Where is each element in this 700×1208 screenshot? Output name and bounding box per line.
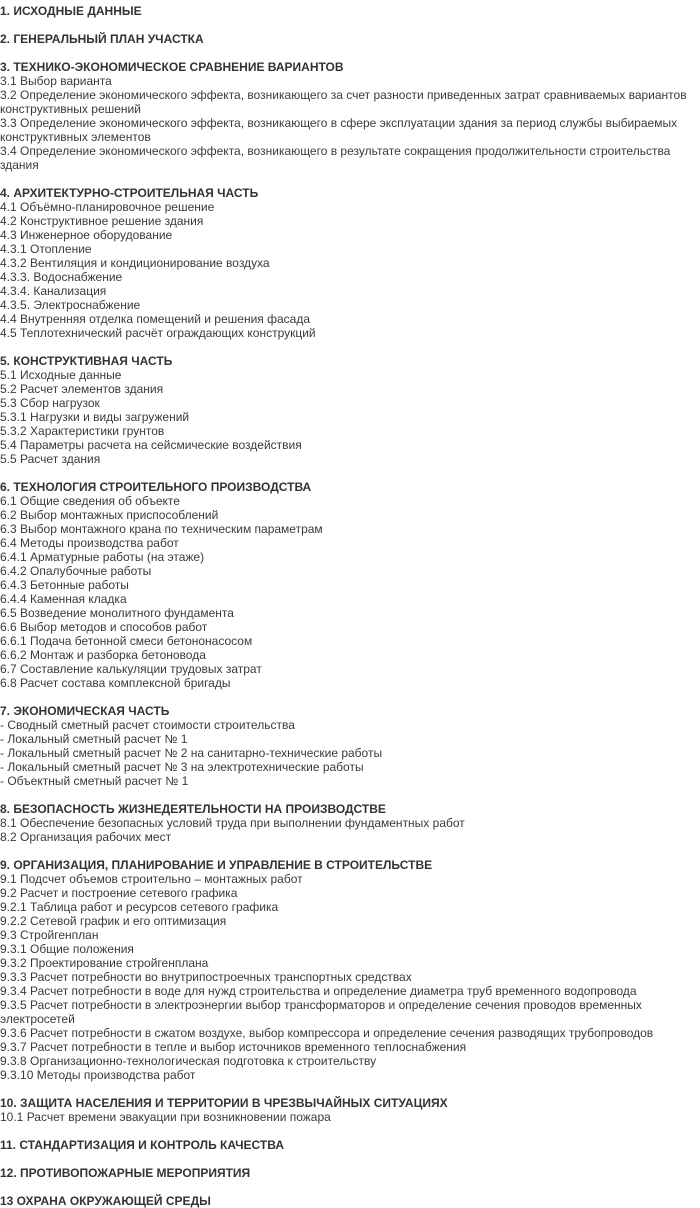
toc-item: 9.3.4 Расчет потребности в воде для нужд строительства и определение диаметра труб временного водопровода: [0, 984, 637, 998]
toc-section: [0, 1096, 700, 1124]
toc-item: 3.3 Определение экономического эффекта, возникающего в сфере эксплуатации здания за период службы выбираемых конструктивных элементов: [0, 116, 678, 144]
toc-item: 6.5 Возведение монолитного фундамента: [0, 606, 234, 620]
toc-item: 4.1 Объёмно-планировочное решение: [0, 200, 215, 214]
toc-item: 3.1 Выбор варианта: [0, 74, 112, 88]
toc-item: 5.3.2 Характеристики грунтов: [0, 424, 165, 438]
toc-item: 6.4 Методы производства работ: [0, 536, 179, 550]
toc-item: 5.3.1 Нагрузки и виды загружений: [0, 410, 190, 424]
toc-section: [0, 1166, 700, 1180]
section-heading: 7. ЭКОНОМИЧЕСКАЯ ЧАСТЬ: [0, 704, 170, 718]
toc-item: 9.3.6 Расчет потребности в сжатом воздухе, выбор компрессора и определение сечения разводящих трубопроводов: [0, 1026, 654, 1040]
toc-item: - Сводный сметный расчет стоимости строительства: [0, 718, 295, 732]
section-heading: 4. АРХИТЕКТУРНО-СТРОИТЕЛЬНАЯ ЧАСТЬ: [0, 186, 259, 200]
toc-item: 6.6.2 Монтаж и разборка бетоновода: [0, 648, 206, 662]
section-heading: 3. ТЕХНИКО-ЭКОНОМИЧЕСКОЕ СРАВНЕНИЕ ВАРИАНТОВ: [0, 60, 344, 74]
section-heading: 11. СТАНДАРТИЗАЦИЯ И КОНТРОЛЬ КАЧЕСТВА: [0, 1138, 284, 1152]
toc-item: 6.7 Составление калькуляции трудовых затрат: [0, 662, 262, 676]
toc-section: [0, 1138, 700, 1152]
toc-item: 9.3.3 Расчет потребности во внутрипостроечных транспортных средствах: [0, 970, 412, 984]
toc-item: 6.4.1 Арматурные работы (на этаже): [0, 550, 205, 564]
section-heading: 1. ИСХОДНЫЕ ДАННЫЕ: [0, 4, 142, 18]
toc-section: [0, 32, 700, 46]
toc-item: 9.2 Расчет и построение сетевого графика: [0, 886, 238, 900]
toc-item: - Локальный сметный расчет № 3 на электротехнические работы: [0, 760, 364, 774]
toc-section: [0, 1194, 700, 1208]
toc-section: [0, 354, 700, 466]
section-heading: 13 ОХРАНА ОКРУЖАЮЩЕЙ СРЕДЫ: [0, 1194, 211, 1208]
section-heading: 6. ТЕХНОЛОГИЯ СТРОИТЕЛЬНОГО ПРОИЗВОДСТВА: [0, 480, 312, 494]
section-heading: 12. ПРОТИВОПОЖАРНЫЕ МЕРОПРИЯТИЯ: [0, 1166, 251, 1180]
toc-item: 4.3.2 Вентиляция и кондиционирование воздуха: [0, 256, 270, 270]
toc-item: 9.2.1 Таблица работ и ресурсов сетевого графика: [0, 900, 279, 914]
toc-item: 4.2 Конструктивное решение здания: [0, 214, 204, 228]
toc-item: - Локальный сметный расчет № 1: [0, 732, 188, 746]
toc-item: 6.3 Выбор монтажного крана по техническим параметрам: [0, 522, 323, 536]
toc-section: [0, 60, 700, 172]
section-heading: 9. ОРГАНИЗАЦИЯ, ПЛАНИРОВАНИЕ И УПРАВЛЕНИЕ В СТРОИТЕЛЬСТВЕ: [0, 858, 433, 872]
toc-item: 5.2 Расчет элементов здания: [0, 382, 164, 396]
toc-item: - Объектный сметный расчет № 1: [0, 774, 189, 788]
section-heading: 10. ЗАЩИТА НАСЕЛЕНИЯ И ТЕРРИТОРИИ В ЧРЕЗВЫЧАЙНЫХ СИТУАЦИЯХ: [0, 1096, 448, 1110]
toc-item: 4.3.4. Канализация: [0, 284, 107, 298]
toc-item: - Локальный сметный расчет № 2 на санитарно-технические работы: [0, 746, 383, 760]
toc-item: 6.4.2 Опалубочные работы: [0, 564, 152, 578]
toc-item: 6.4.3 Бетонные работы: [0, 578, 129, 592]
toc-item: 3.2 Определение экономического эффекта, возникающего за счет разности приведенных затрат сравниваемых вариантов конструктивных решений: [0, 88, 687, 116]
section-heading: 8. БЕЗОПАСНОСТЬ ЖИЗНЕДЕЯТЕЛЬНОСТИ НА ПРОИЗВОДСТВЕ: [0, 802, 386, 816]
toc-item: 9.2.2 Сетевой график и его оптимизация: [0, 914, 227, 928]
toc-item: 4.4 Внутренняя отделка помещений и решения фасада: [0, 312, 311, 326]
toc-item: 4.5 Теплотехнический расчёт ограждающих конструкций: [0, 326, 316, 340]
toc-item: 8.1 Обеспечение безопасных условий труда при выполнении фундаментных работ: [0, 816, 465, 830]
toc-item: 6.6.1 Подача бетонной смеси бетононасосом: [0, 634, 253, 648]
toc-item: 5.1 Исходные данные: [0, 368, 122, 382]
toc-item: 9.3.1 Общие положения: [0, 942, 134, 956]
toc-item: 4.3 Инженерное оборудование: [0, 228, 173, 242]
toc-item: 8.2 Организация рабочих мест: [0, 830, 172, 844]
section-heading: 5. КОНСТРУКТИВНАЯ ЧАСТЬ: [0, 354, 173, 368]
toc-item: 10.1 Расчет времени эвакуации при возникновении пожара: [0, 1110, 331, 1124]
toc-item: 6.1 Общие сведения об объекте: [0, 494, 180, 508]
toc-item: 5.4 Параметры расчета на сейсмические воздействия: [0, 438, 302, 452]
toc-item: 4.3.1 Отопление: [0, 242, 92, 256]
toc-section: [0, 802, 700, 844]
toc-item: 4.3.5. Электроснабжение: [0, 298, 141, 312]
toc-section: [0, 858, 700, 1082]
toc-item: 6.4.4 Каменная кладка: [0, 592, 127, 606]
toc-section: [0, 186, 700, 340]
toc-section: [0, 4, 700, 18]
toc-item: 4.3.3. Водоснабжение: [0, 270, 123, 284]
toc-section: [0, 480, 700, 690]
toc-item: 9.3 Стройгенплан: [0, 928, 99, 942]
toc-item: 9.3.7 Расчет потребности в тепле и выбор источников временного теплоснабжения: [0, 1040, 467, 1054]
toc-item: 5.3 Сбор нагрузок: [0, 396, 100, 410]
toc-item: 3.4 Определение экономического эффекта, возникающего в результате сокращения продолжительности строительства здания: [0, 144, 671, 172]
section-heading: 2. ГЕНЕРАЛЬНЫЙ ПЛАН УЧАСТКА: [0, 32, 204, 46]
toc-item: 9.3.2 Проектирование стройгенплана: [0, 956, 209, 970]
toc-item: 5.5 Расчет здания: [0, 452, 101, 466]
toc-item: 6.2 Выбор монтажных приспособлений: [0, 508, 219, 522]
toc-item: 6.6 Выбор методов и способов работ: [0, 620, 208, 634]
toc-item: 9.3.5 Расчет потребности в электроэнергии выбор трансформаторов и определение сечения проводов временных электросетей: [0, 998, 642, 1026]
toc-item: 9.3.8 Организационно-технологическая подготовка к строительству: [0, 1054, 377, 1068]
toc-section: [0, 704, 700, 788]
toc-item: 6.8 Расчет состава комплексной бригады: [0, 676, 231, 690]
toc-item: 9.3.10 Методы производства работ: [0, 1068, 196, 1082]
toc-item: 9.1 Подсчет объемов строительно – монтажных работ: [0, 872, 303, 886]
